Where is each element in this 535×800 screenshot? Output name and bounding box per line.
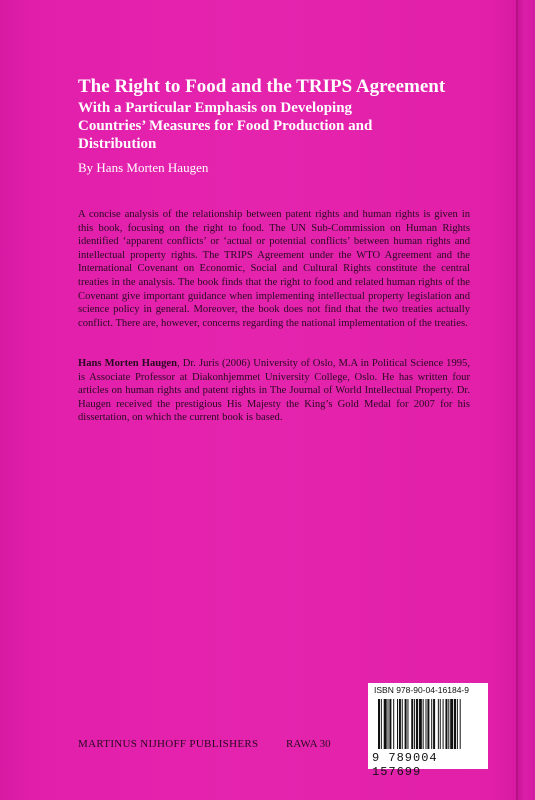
cover-hinge-line xyxy=(516,0,518,800)
series-code: RAWA 30 xyxy=(286,738,331,750)
author-byline: By Hans Morten Haugen xyxy=(78,160,209,175)
barcode-icon xyxy=(378,699,480,749)
author-bio xyxy=(78,357,470,425)
barcode-number: 9 789004 157699 xyxy=(372,751,438,779)
isbn-text: ISBN 978-90-04-16184-9 xyxy=(374,685,469,695)
book-title: The Right to Food and the TRIPS Agreement xyxy=(78,76,446,97)
book-subtitle: With a Particular Emphasis on Developing Countries’ Measures for Food Production and Distribution xyxy=(78,100,373,152)
barcode-label xyxy=(368,683,488,779)
publisher-name: MARTINUS NIJHOFF PUBLISHERS xyxy=(78,738,259,750)
author-bio-name: Hans Morten Haugen xyxy=(78,358,178,369)
author-bio-text: , Dr. Juris (2006) University of Oslo, M.A in Political Science 1995, is Associate Professor at Diakonhjemmet University College, Oslo. He has written four articles on human rights and patent rights in The Journal of World Intellectual Property. Dr. Haugen received the prestigious His Majesty the King’s Gold Medal for 2007 for his dissertation, on which the current book is based. xyxy=(78,358,470,424)
book-description: A concise analysis of the relationship between patent rights and human rights is given in this book, focusing on the right to food. The UN Sub-Commission on Human Rights identified ‘apparent conflicts’ or ‘actual or potential conflicts’ between human rights and intellectual property rights. The TRIPS Agreement under the WTO Agreement and the International Covenant on Economic, Social and Cultural Rights constitute the central treaties in the analysis. The book finds that the right to food and related human rights of the Covenant give important guidance when implementing intellectual property legislation and science policy in general. Moreover, the book does not find that the two treaties actually conflict. There are, however, concerns regarding the national implementation of the treaties. xyxy=(78,209,470,329)
cover-spine-edge xyxy=(518,0,535,800)
